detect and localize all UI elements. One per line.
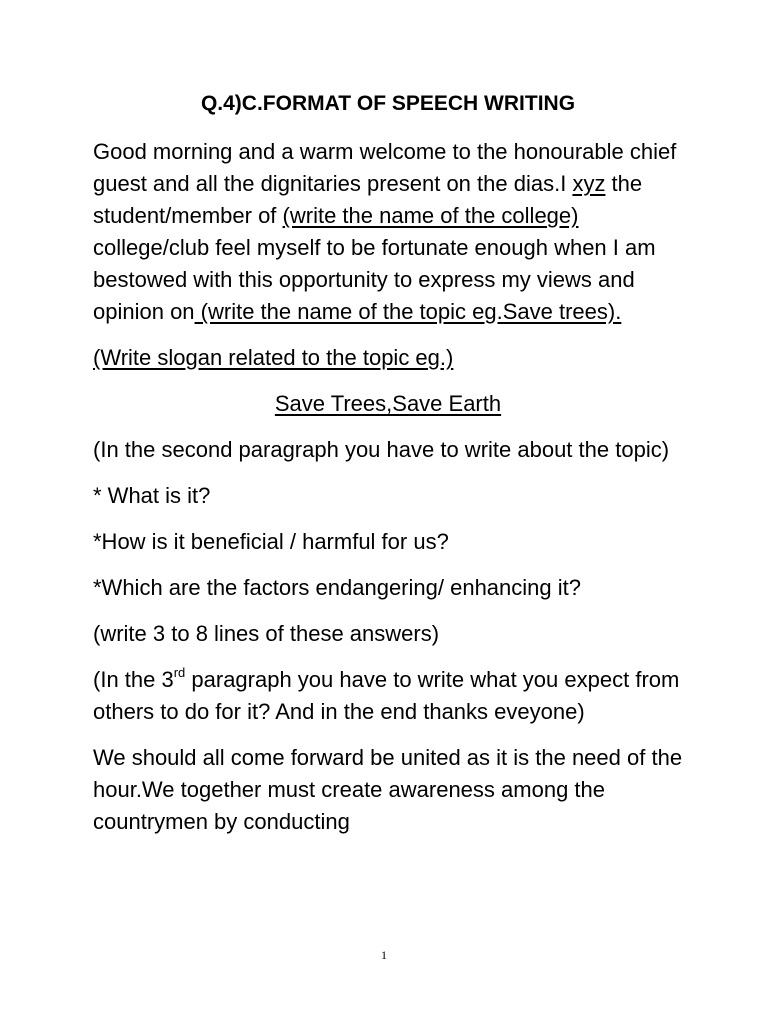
intro-text-e: college/club feel myself to be fortunate enough when I am bestowed with this opportunity to express my views and opinion on bbox=[93, 235, 656, 324]
document-title: Q.4)C.FORMAT OF SPEECH WRITING bbox=[200, 92, 576, 115]
intro-placeholder-college: (write the name of the college) bbox=[282, 203, 579, 228]
lines-note: (write 3 to 8 lines of these answers) bbox=[93, 621, 440, 646]
slogan: Save Trees,Save Earth bbox=[274, 391, 502, 416]
question-factors: *Which are the factors endangering/ enhancing it? bbox=[93, 575, 581, 600]
third-paragraph-instruction: (In the 3rd paragraph you have to write what you expect from others to do for it? And in the end thanks eveyone) bbox=[93, 664, 680, 724]
document-page bbox=[93, 88, 683, 852]
intro-placeholder-topic: (write the name of the topic eg.Save trees). bbox=[194, 299, 622, 324]
page-number: 1 bbox=[381, 948, 387, 962]
second-paragraph-instruction: (In the second paragraph you have to write about the topic) bbox=[93, 437, 670, 462]
ordinal-suffix: rd bbox=[173, 664, 186, 680]
closing-paragraph: We should all come forward be united as it is the need of the hour.We together must create awareness among the countrymen by conducting bbox=[93, 745, 683, 834]
slogan-instruction: (Write slogan related to the topic eg.) bbox=[93, 345, 454, 370]
intro-text-c: the student/member of bbox=[93, 171, 643, 228]
question-how: *How is it beneficial / harmful for us? bbox=[93, 529, 449, 554]
intro-text-a: Good morning and a warm welcome to the honourable chief guest and all the dignitaries present on the dias.I bbox=[93, 139, 677, 196]
question-what: * What is it? bbox=[93, 483, 211, 508]
intro-placeholder-name: xyz bbox=[572, 171, 606, 196]
intro-paragraph bbox=[93, 136, 683, 328]
